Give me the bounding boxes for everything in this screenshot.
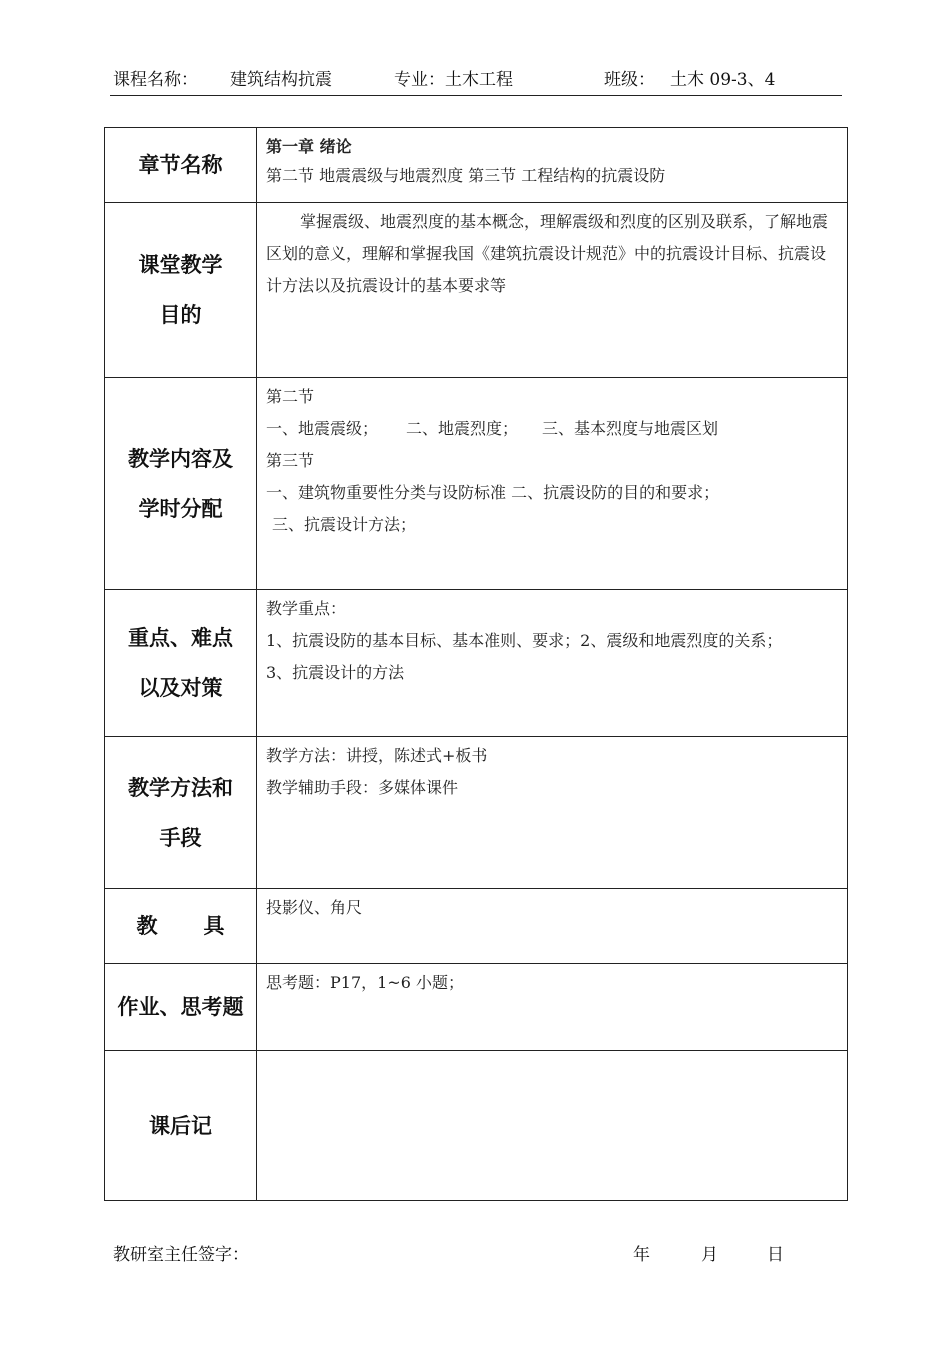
label-content (105, 378, 257, 590)
lesson-plan-table (104, 127, 848, 1201)
chapter-sections: 第二节 地震震级与地震烈度 第三节 工程结构的抗震设防 (266, 166, 666, 185)
homework-text: 思考题：P17，1~6 小题； (266, 973, 464, 992)
cell-methods (257, 737, 848, 889)
label-tools-b: 具 (203, 914, 225, 938)
label-keypoints-line2: 以及对策 (138, 676, 223, 700)
date-year: 年 (633, 1245, 650, 1265)
label-keypoints (105, 590, 257, 737)
date-day: 日 (767, 1245, 784, 1265)
class-label: 班级： (604, 70, 655, 90)
cell-chapter (257, 128, 848, 203)
label-keypoints-line1: 重点、难点 (128, 626, 233, 650)
row-tools (105, 889, 848, 964)
course-label: 课程名称： (113, 70, 198, 90)
methods-line1: 教学方法：讲授，陈述式+板书 (266, 746, 488, 765)
section-3-heading: 第三节 (266, 451, 315, 470)
course-name: 建筑结构抗震 (230, 70, 332, 90)
header-divider (110, 95, 842, 96)
label-reflection (105, 1051, 257, 1201)
s2-item-3: 三、基本烈度与地震区划 (542, 419, 719, 438)
label-methods (105, 737, 257, 889)
label-tools (105, 889, 257, 964)
label-chapter-text: 章节名称 (138, 153, 223, 177)
chapter-title: 第一章 绪论 (266, 137, 352, 156)
row-methods (105, 737, 848, 889)
label-homework-text: 作业、思考题 (117, 995, 244, 1019)
section-3-line2: 三、抗震设计方法； (272, 515, 417, 534)
label-tools-a: 教 (136, 914, 158, 938)
cell-content (257, 378, 848, 590)
cell-reflection (257, 1051, 848, 1201)
label-content-line1: 教学内容及 (128, 446, 233, 471)
label-chapter (105, 128, 257, 203)
cell-objective (257, 203, 848, 378)
cell-keypoints (257, 590, 848, 737)
row-chapter (105, 128, 848, 203)
section-2-heading: 第二节 (266, 387, 315, 406)
label-content-line2: 学时分配 (138, 496, 223, 521)
date-month: 月 (701, 1245, 718, 1265)
signature-label: 教研室主任签字： (113, 1245, 249, 1265)
label-methods-line1: 教学方法和 (128, 775, 233, 800)
tools-text: 投影仪、角尺 (266, 898, 363, 917)
row-content (105, 378, 848, 590)
cell-tools (257, 889, 848, 964)
keypoints-heading: 教学重点： (266, 599, 347, 618)
methods-line2: 教学辅助手段：多媒体课件 (266, 778, 459, 797)
cell-homework (257, 964, 848, 1051)
keypoints-line2: 3、抗震设计的方法 (266, 663, 405, 682)
row-objective (105, 203, 848, 378)
row-reflection (105, 1051, 848, 1201)
label-reflection-text: 课后记 (149, 1113, 212, 1138)
row-homework (105, 964, 848, 1051)
s2-item-2: 二、地震烈度； (406, 419, 519, 438)
keypoints-line1: 1、抗震设防的基本目标、基本准则、要求；2、震级和地震烈度的关系； (266, 631, 783, 650)
major: 专业：土木工程 (394, 70, 513, 90)
section-3-line1: 一、建筑物重要性分类与设防标准 二、抗震设防的目的和要求； (266, 483, 720, 502)
label-objective-line1: 课堂教学 (138, 253, 223, 277)
s2-item-1: 一、地震震级； (266, 419, 379, 438)
section-2-items (266, 413, 841, 445)
objective-text: 掌握震级、地震烈度的基本概念，理解震级和烈度的区别及联系，了解地震区划的意义，理解和掌握我国《建筑抗震设计规范》中的抗震设计目标、抗震设计方法以及抗震设计的基本要求等 (266, 212, 829, 295)
label-homework (105, 964, 257, 1051)
row-keypoints (105, 590, 848, 737)
label-methods-line2: 手段 (159, 825, 202, 850)
label-objective-line2: 目的 (159, 303, 202, 327)
label-objective (105, 203, 257, 378)
class-value: 土木 09-3、4 (670, 70, 776, 90)
